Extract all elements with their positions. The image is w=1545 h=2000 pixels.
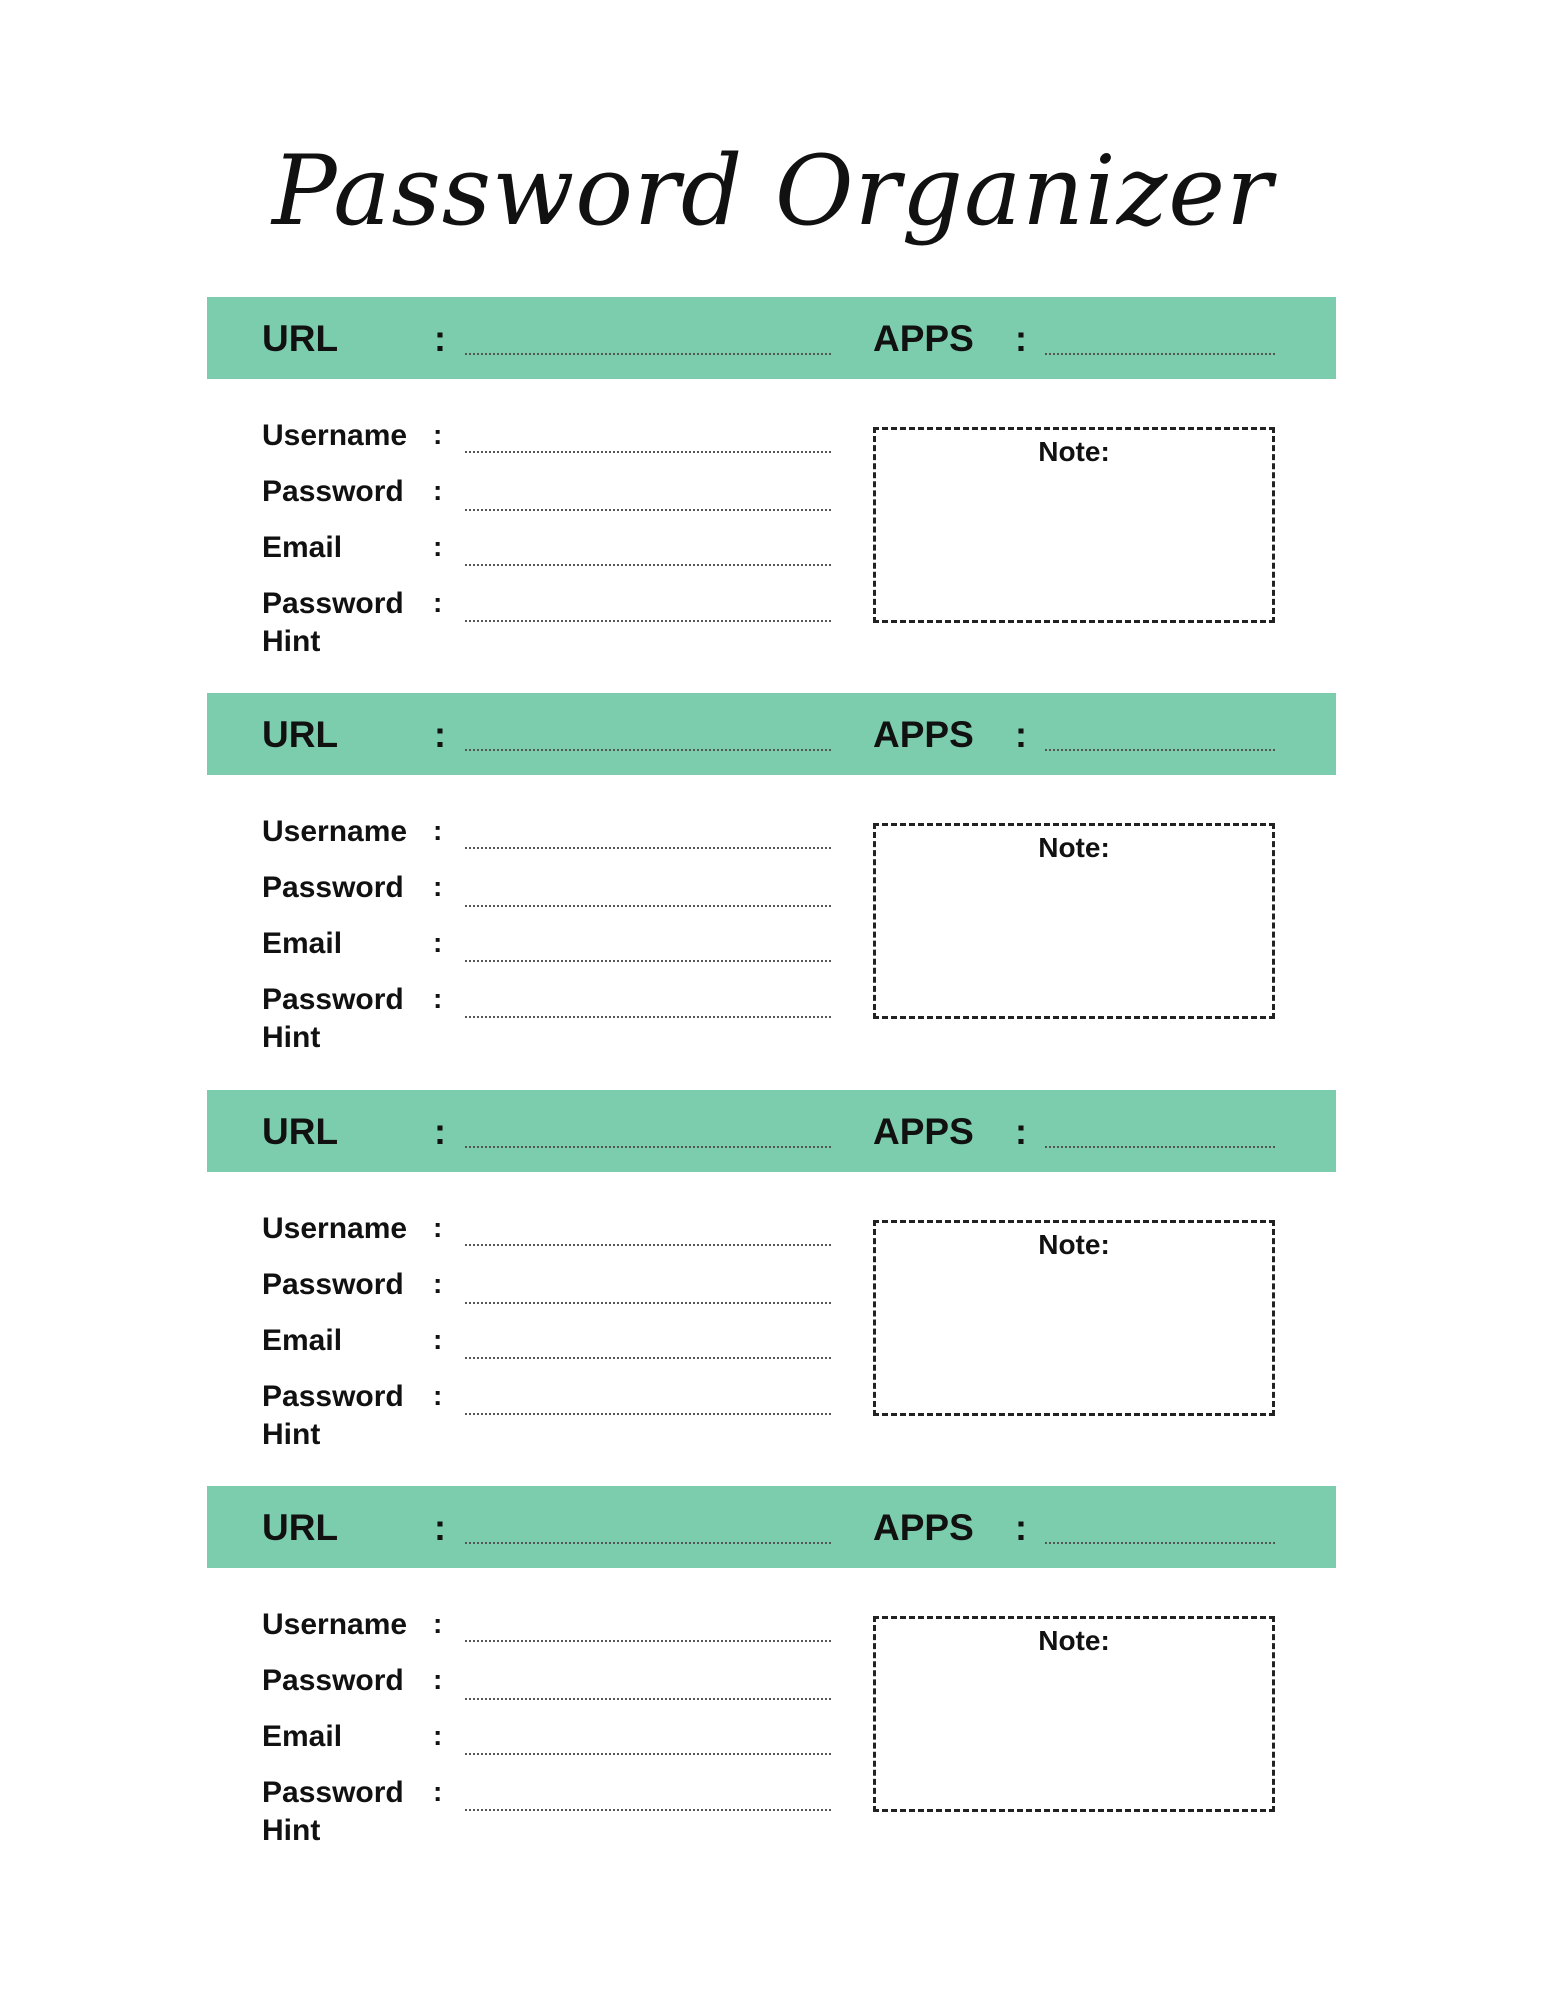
username-label: Username xyxy=(262,419,408,452)
password-colon: : xyxy=(433,871,443,902)
apps-colon: : xyxy=(1015,318,1027,359)
apps-label: APPS xyxy=(873,1111,974,1152)
url-input-line[interactable] xyxy=(465,1146,831,1148)
email-input-line[interactable] xyxy=(465,1753,831,1755)
page-title: Password Organizer xyxy=(272,135,1273,247)
username-input-line[interactable] xyxy=(465,847,831,849)
note-box[interactable] xyxy=(873,1220,1275,1416)
apps-input-line[interactable] xyxy=(1045,353,1275,355)
password-label: Password xyxy=(262,1268,404,1301)
password-hint-colon: : xyxy=(433,1776,443,1807)
url-colon: : xyxy=(434,714,446,755)
password-colon: : xyxy=(433,475,443,506)
email-label: Email xyxy=(262,1324,343,1357)
email-colon: : xyxy=(433,1324,443,1355)
email-input-line[interactable] xyxy=(465,1357,831,1359)
apps-colon: : xyxy=(1015,1111,1027,1152)
apps-input-line[interactable] xyxy=(1045,1542,1275,1544)
password-hint-colon: : xyxy=(433,983,443,1014)
url-apps-band xyxy=(207,1090,1336,1172)
username-colon: : xyxy=(433,815,443,846)
password-input-line[interactable] xyxy=(465,905,831,907)
note-box[interactable] xyxy=(873,427,1275,623)
url-input-line[interactable] xyxy=(465,1542,831,1544)
url-colon: : xyxy=(434,1507,446,1548)
username-label: Username xyxy=(262,815,408,848)
password-label: Password xyxy=(262,1664,404,1697)
url-label: URL xyxy=(262,1507,339,1548)
password-hint-input-line[interactable] xyxy=(465,1016,831,1018)
password-input-line[interactable] xyxy=(465,1302,831,1304)
email-input-line[interactable] xyxy=(465,564,831,566)
password-entry xyxy=(207,1486,1336,1884)
password-colon: : xyxy=(433,1664,443,1695)
password-hint-label: Password Hint xyxy=(262,587,404,658)
apps-label: APPS xyxy=(873,1507,974,1548)
url-apps-band xyxy=(207,693,1336,775)
email-colon: : xyxy=(433,1720,443,1751)
username-input-line[interactable] xyxy=(465,1244,831,1246)
note-box[interactable] xyxy=(873,823,1275,1019)
url-label: URL xyxy=(262,1111,339,1152)
password-hint-input-line[interactable] xyxy=(465,620,831,622)
note-label: Note: xyxy=(1038,1229,1110,1260)
password-entry xyxy=(207,693,1336,1091)
url-apps-band xyxy=(207,297,1336,379)
note-label: Note: xyxy=(1038,436,1110,467)
password-hint-label: Password Hint xyxy=(262,1380,404,1451)
note-box[interactable] xyxy=(873,1616,1275,1812)
note-label: Note: xyxy=(1038,832,1110,863)
username-label: Username xyxy=(262,1212,408,1245)
username-colon: : xyxy=(433,419,443,450)
apps-label: APPS xyxy=(873,714,974,755)
password-entry xyxy=(207,1090,1336,1488)
password-input-line[interactable] xyxy=(465,1698,831,1700)
password-entry xyxy=(207,297,1336,695)
password-colon: : xyxy=(433,1268,443,1299)
username-input-line[interactable] xyxy=(465,1640,831,1642)
apps-input-line[interactable] xyxy=(1045,749,1275,751)
url-input-line[interactable] xyxy=(465,749,831,751)
url-label: URL xyxy=(262,714,339,755)
url-colon: : xyxy=(434,318,446,359)
username-colon: : xyxy=(433,1212,443,1243)
password-hint-label: Password Hint xyxy=(262,1776,404,1847)
password-hint-label: Password Hint xyxy=(262,983,404,1054)
url-colon: : xyxy=(434,1111,446,1152)
apps-colon: : xyxy=(1015,714,1027,755)
email-colon: : xyxy=(433,927,443,958)
url-label: URL xyxy=(262,318,339,359)
email-input-line[interactable] xyxy=(465,960,831,962)
apps-input-line[interactable] xyxy=(1045,1146,1275,1148)
password-hint-input-line[interactable] xyxy=(465,1809,831,1811)
note-label: Note: xyxy=(1038,1625,1110,1656)
password-label: Password xyxy=(262,475,404,508)
username-input-line[interactable] xyxy=(465,451,831,453)
email-label: Email xyxy=(262,1720,343,1753)
url-input-line[interactable] xyxy=(465,353,831,355)
password-hint-colon: : xyxy=(433,1380,443,1411)
password-hint-input-line[interactable] xyxy=(465,1413,831,1415)
password-label: Password xyxy=(262,871,404,904)
email-colon: : xyxy=(433,531,443,562)
password-hint-colon: : xyxy=(433,587,443,618)
apps-colon: : xyxy=(1015,1507,1027,1548)
url-apps-band xyxy=(207,1486,1336,1568)
username-colon: : xyxy=(433,1608,443,1639)
email-label: Email xyxy=(262,927,343,960)
password-input-line[interactable] xyxy=(465,509,831,511)
username-label: Username xyxy=(262,1608,408,1641)
email-label: Email xyxy=(262,531,343,564)
apps-label: APPS xyxy=(873,318,974,359)
